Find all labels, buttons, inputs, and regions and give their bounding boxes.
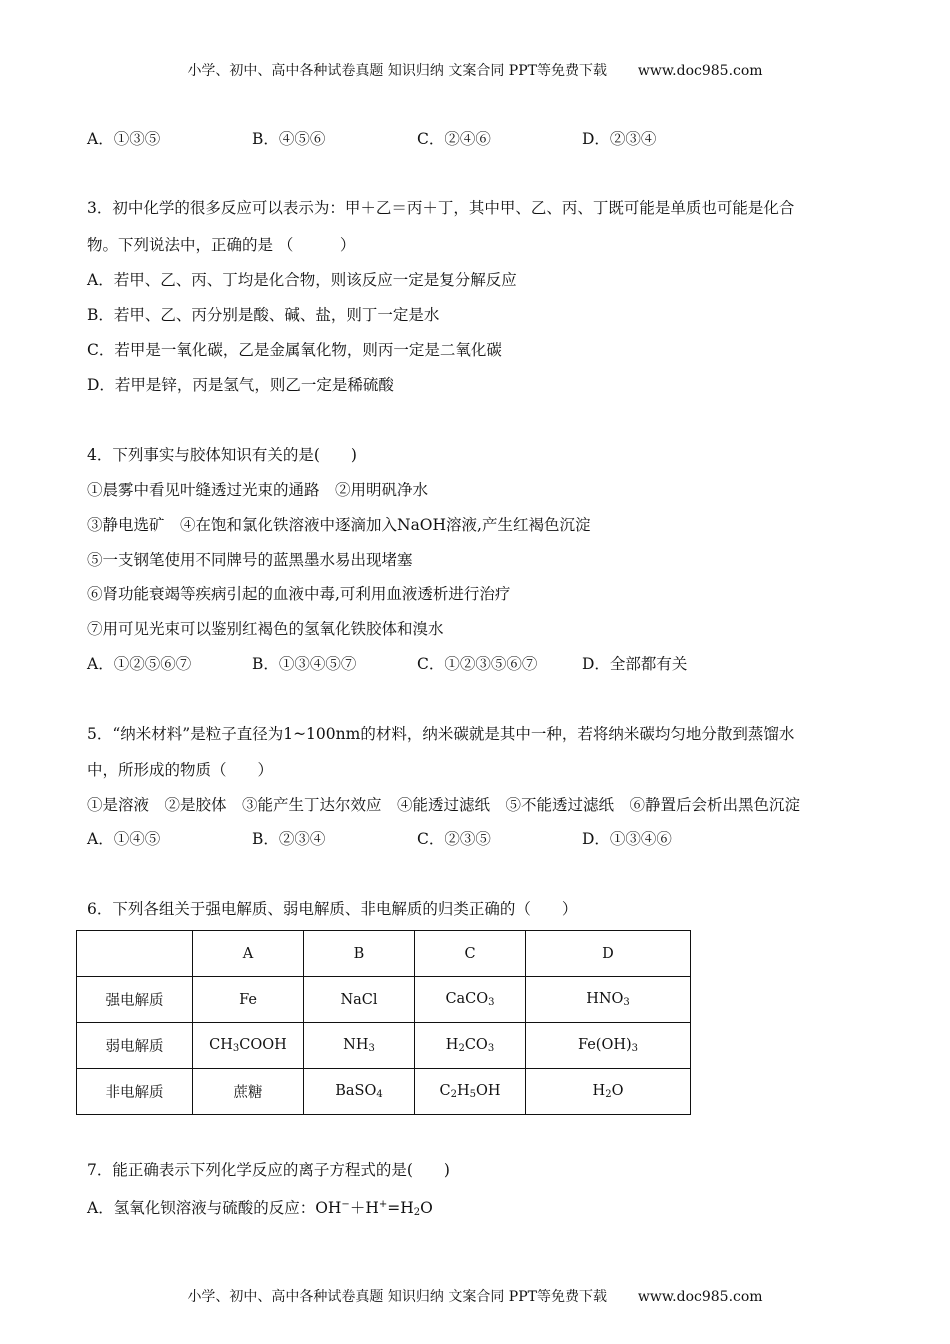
q4-item-5: ⑦用可见光束可以鉴别红褐色的氢氧化铁胶体和溴水	[87, 620, 444, 638]
cell-b	[304, 1023, 415, 1069]
q6-stem: 6．下列各组关于强电解质、弱电解质、非电解质的归类正确的（ ）	[87, 900, 578, 918]
formula-part: CaCO	[445, 991, 489, 1007]
formula-subscript: 3	[631, 1043, 639, 1054]
formula-subscript: 3	[488, 997, 495, 1008]
formula-part: BaSO	[335, 1083, 377, 1099]
q4-option-d[interactable]: D．全部都有关	[582, 655, 688, 673]
formula-subscript: 3	[487, 1043, 495, 1054]
formula-part: CH	[209, 1037, 233, 1053]
q2-option-a[interactable]: A．①③⑤	[87, 130, 161, 148]
equation-part: O	[420, 1199, 433, 1217]
cell-d	[526, 977, 691, 1023]
equation-part: A．氢氧化钡溶液与硫酸的反应：OH	[87, 1199, 342, 1217]
q2-option-b[interactable]: B．④⑤⑥	[252, 130, 326, 148]
q5-option-a[interactable]: A．①④⑤	[87, 830, 161, 848]
q7-stem: 7．能正确表示下列化学反应的离子方程式的是( )	[87, 1161, 450, 1179]
row-label: 非电解质	[77, 1069, 193, 1115]
equation-part: =H	[387, 1199, 414, 1217]
header-text: 小学、初中、高中各种试卷真题 知识归纳 文案合同 PPT等免费下载	[187, 63, 607, 79]
formula-part: HNO	[586, 991, 624, 1007]
q3-option-c[interactable]: C．若甲是一氧化碳，乙是金属氧化物，则丙一定是二氧化碳	[87, 341, 502, 359]
q4-option-c[interactable]: C．①②③⑤⑥⑦	[417, 655, 538, 673]
formula-part: H	[592, 1083, 606, 1099]
table-row	[77, 977, 691, 1023]
cell-a: Fe	[193, 977, 304, 1023]
table-row	[77, 1023, 691, 1069]
formula-subscript: 2	[458, 1043, 465, 1054]
table-header-b: B	[304, 931, 415, 977]
formula-subscript: 3	[368, 1043, 375, 1054]
q5-stem-line1: 5．“纳米材料”是粒子直径为1~100nm的材料，纳米碳就是其中一种，若将纳米碳均匀地分散到蒸馏水	[87, 725, 795, 743]
q5-items: ①是溶液 ②是胶体 ③能产生丁达尔效应 ④能透过滤纸 ⑤不能透过滤纸 ⑥静置后会析出黑色沉淀	[87, 796, 801, 814]
equation-superscript: −	[341, 1199, 350, 1210]
footer-link[interactable]: www.doc985.com	[637, 1289, 763, 1305]
formula-part: CO	[464, 1037, 488, 1053]
q5-stem-line2: 中，所形成的物质（ ）	[87, 761, 274, 779]
formula-part: H	[456, 1083, 470, 1099]
q2-option-d[interactable]: D．②③④	[582, 130, 657, 148]
footer-text: 小学、初中、高中各种试卷真题 知识归纳 文案合同 PPT等免费下载	[187, 1289, 607, 1305]
q4-item-2: ③静电选矿 ④在饱和氯化铁溶液中逐滴加入NaOH溶液,产生红褐色沉淀	[87, 516, 591, 534]
formula-part: O	[611, 1083, 624, 1099]
q4-item-1: ①晨雾中看见叶缝透过光束的通路 ②用明矾净水	[87, 481, 429, 499]
q3-stem-line1: 3．初中化学的很多反应可以表示为：甲＋乙＝丙＋丁，其中甲、乙、丙、丁既可能是单质也可能是化合	[87, 199, 795, 217]
row-label: 弱电解质	[77, 1023, 193, 1069]
table-header-d: D	[526, 931, 691, 977]
q4-stem: 4．下列事实与胶体知识有关的是( )	[87, 446, 357, 464]
q5-option-d[interactable]: D．①③④⑥	[582, 830, 672, 848]
row-label: 强电解质	[77, 977, 193, 1023]
q5-option-c[interactable]: C．②③⑤	[417, 830, 491, 848]
q3-option-d[interactable]: D．若甲是锌，丙是氢气，则乙一定是稀硫酸	[87, 376, 394, 394]
electrolyte-table	[76, 930, 691, 1115]
cell-d	[526, 1069, 691, 1115]
formula-subscript: 2	[605, 1089, 612, 1100]
table-corner-cell	[77, 931, 193, 977]
formula-subscript: 3	[623, 997, 630, 1008]
q4-item-4: ⑥肾功能衰竭等疾病引起的血液中毒,可利用血液透析进行治疗	[87, 585, 511, 603]
equation-part: ＋H	[349, 1199, 379, 1217]
q4-option-a[interactable]: A．①②⑤⑥⑦	[87, 655, 192, 673]
equation-superscript: +	[378, 1199, 388, 1210]
cell-c	[415, 1069, 526, 1115]
cell-c	[415, 977, 526, 1023]
formula-subscript: 3	[232, 1043, 240, 1054]
cell-a: 蔗糖	[193, 1069, 304, 1115]
header-link[interactable]: www.doc985.com	[637, 63, 763, 79]
formula-part: Fe(OH)	[577, 1037, 632, 1053]
formula-part: C	[439, 1083, 451, 1099]
q4-item-3: ⑤一支钢笔使用不同牌号的蓝黑墨水易出现堵塞	[87, 551, 413, 569]
q4-option-b[interactable]: B．①③④⑤⑦	[252, 655, 357, 673]
formula-subscript: 4	[376, 1089, 383, 1100]
formula-subscript: 2	[450, 1089, 457, 1100]
cell-a	[193, 1023, 304, 1069]
formula-part: H	[445, 1037, 459, 1053]
page-footer	[0, 1286, 950, 1306]
q3-option-a[interactable]: A．若甲、乙、丙、丁均是化合物，则该反应一定是复分解反应	[87, 271, 517, 289]
equation-subscript: 2	[413, 1207, 421, 1218]
formula-part: NH	[343, 1037, 369, 1053]
q3-stem-line2: 物。下列说法中，正确的是 （ ）	[87, 236, 356, 254]
table-header-a: A	[193, 931, 304, 977]
q5-option-b[interactable]: B．②③④	[252, 830, 326, 848]
table-header-c: C	[415, 931, 526, 977]
table-row	[77, 1069, 691, 1115]
q3-option-b[interactable]: B．若甲、乙、丙分别是酸、碱、盐，则丁一定是水	[87, 306, 440, 324]
cell-d	[526, 1023, 691, 1069]
cell-c	[415, 1023, 526, 1069]
formula-part: OH	[475, 1083, 501, 1099]
q2-option-c[interactable]: C．②④⑥	[417, 130, 491, 148]
page-header	[0, 60, 950, 80]
formula-subscript: 5	[469, 1089, 476, 1100]
table-header-row	[77, 931, 691, 977]
cell-b: NaCl	[304, 977, 415, 1023]
q7-option-a[interactable]	[87, 1195, 433, 1223]
formula-part: COOH	[239, 1037, 287, 1053]
cell-b	[304, 1069, 415, 1115]
